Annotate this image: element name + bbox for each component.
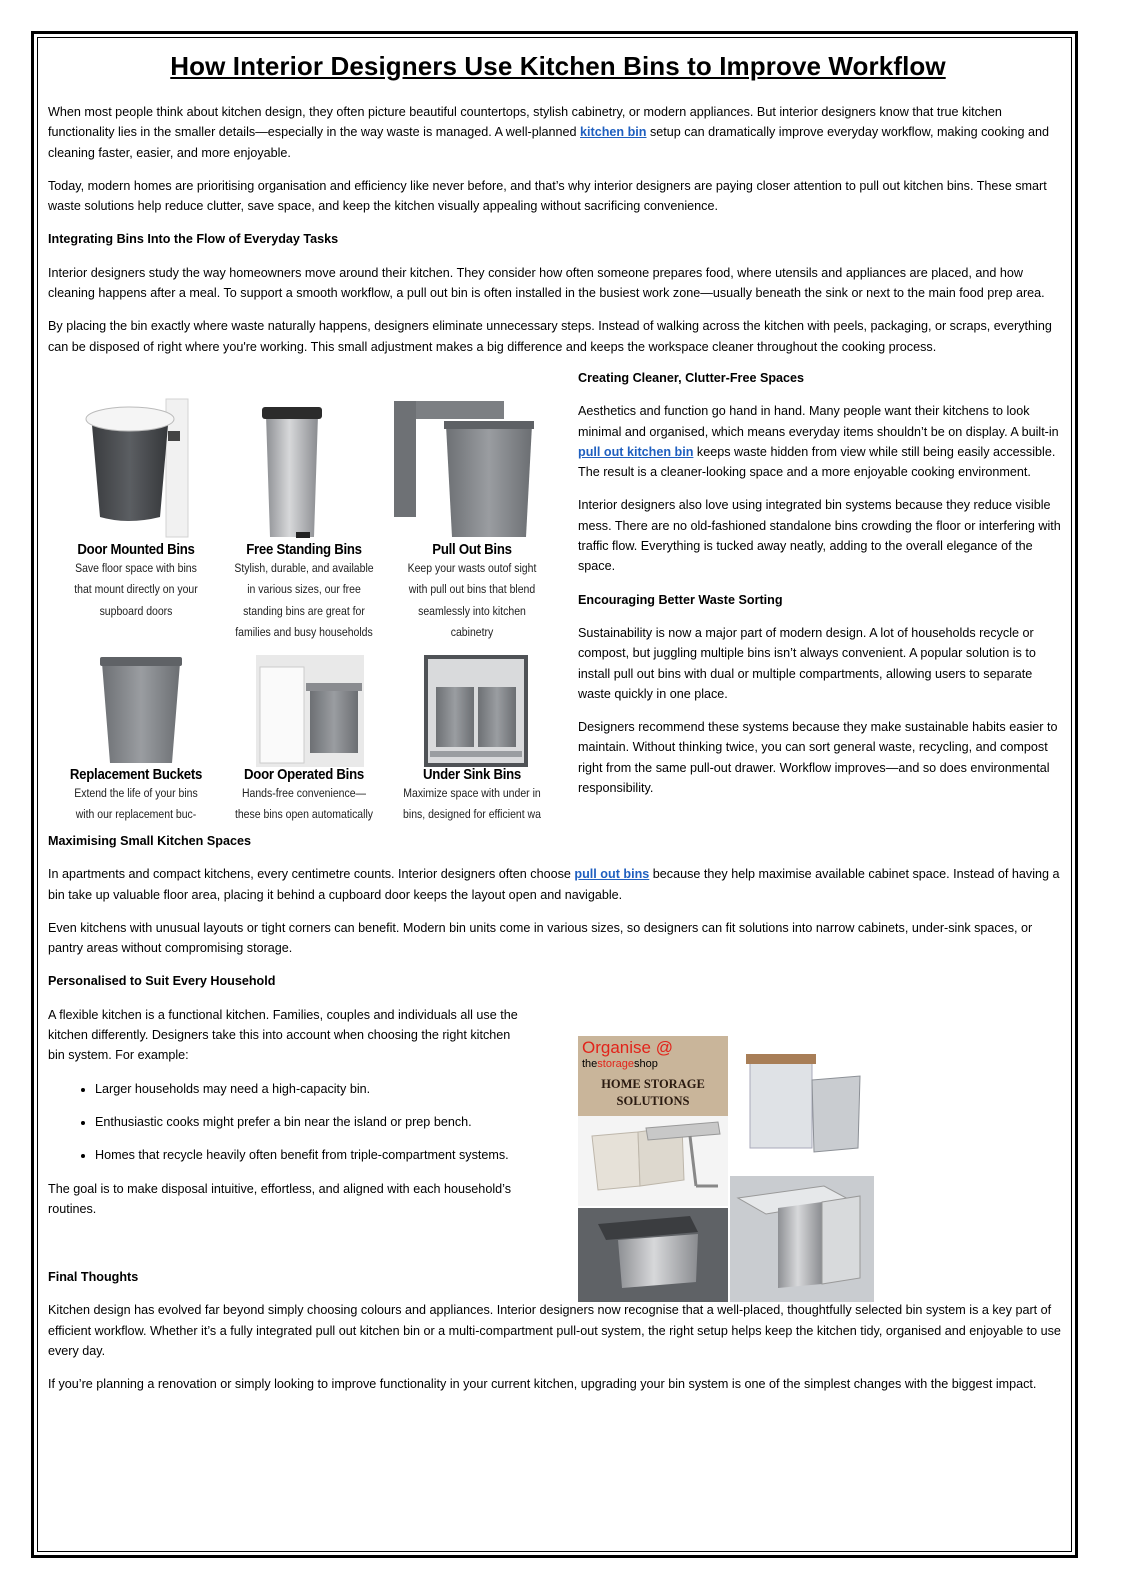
household-examples-list [48, 1079, 528, 1166]
section-heading-clutter-free: Creating Cleaner, Clutter-Free Spaces [578, 370, 805, 385]
tagline-line-1: HOME STORAGE [601, 1077, 705, 1091]
brand-shop: shop [634, 1058, 658, 1070]
pull-out-bin-icon [394, 401, 534, 537]
integrating-paragraph-1: Interior designers study the way homeowners move around their kitchen. They consider how often someone prepares food, where utensils and appliances are placed, and how cleaning happens after a meal. To support a smooth workflow, a pull out bin is often installed in the busiest work zone—usually beneath the sink or next to the main food prep area. [48, 265, 1045, 301]
waste-sorting-paragraph-1: Sustainability is now a major part of modern design. A lot of households recycle or compost, but juggling multiple bins isn’t always convenient. A popular solution is to install pull out bins with dual or multiple compartments, allowing users to separate waste quickly in one place. [578, 625, 1036, 701]
article-title: How Interior Designers Use Kitchen Bins to Improve Workflow [170, 51, 946, 81]
intro-paragraph-2: Today, modern homes are prioritising organisation and efficiency like never before, and that’s why interior designers are paying closer attention to pull out kitchen bins. These smart waste solutions help reduce clutter, save space, and keep the kitchen visually appealing without sacrificing convenience. [48, 178, 1047, 214]
personalised-paragraph-2: The goal is to make disposal intuitive, effortless, and aligned with each household’s routines. [48, 1181, 511, 1216]
personalised-column [48, 1005, 528, 1219]
small-spaces-paragraph-1 [48, 864, 1068, 905]
bin-type-door-mounted [52, 541, 220, 622]
bin-type-free-standing [220, 541, 388, 643]
pull-out-bins-link[interactable]: pull out bins [574, 867, 650, 882]
bin-type-title: Door Operated Bins [244, 765, 364, 783]
clutter-free-paragraph-2: Interior designers also love using integrated bin systems because they reduce visible mess. There are no old-fashioned standalone bins crowding the floor or interfering with traffic flow. Everything is tucked away neatly, adding to the overall elegance of the space. [578, 498, 1061, 574]
clutter-free-paragraph-1 [578, 401, 1066, 482]
list-item: • Homes that recycle heavily often benefit from triple-compartment systems. [95, 1145, 528, 1165]
intro-text: When most people think about kitchen design, they often picture beautiful countertops, stylish cabinetry, or modern appliances. But interior designers know that true kitchen functionality lies in the smaller details—especially in the way waste is managed. A well-planned [48, 105, 1002, 140]
advert-product-photos [578, 1036, 874, 1302]
bin-types-infographic [48, 367, 556, 827]
small-spaces-text: In apartments and compact kitchens, every centimetre counts. Interior designers often choose [48, 867, 575, 882]
list-item: • Enthusiastic cooks might prefer a bin near the island or prep bench. [95, 1112, 528, 1132]
article [48, 46, 1068, 1395]
bin-type-description: Save floor space with bins that mount directly on your supboard doors [74, 560, 198, 618]
personalised-paragraph-1: A flexible kitchen is a functional kitchen. Families, couples and individuals all use the kitchen differently. Designers take this into account when choosing the right kitchen bin system. For example: [48, 1007, 518, 1063]
under-sink-bin-icon [424, 655, 528, 767]
bin-type-title: Free Standing Bins [246, 540, 362, 558]
intro-text-end: setup can dramatically improve everyday workflow, making cooking and cleaning faster, easier, and more enjoyable. [48, 125, 1049, 160]
bin-type-replacement-buckets [52, 766, 220, 826]
bin-type-title: Pull Out Bins [432, 540, 512, 558]
brand-the: the [582, 1058, 598, 1070]
section-heading-final-thoughts: Final Thoughts [48, 1270, 139, 1285]
list-item: • Larger households may need a high-capacity bin. [95, 1079, 528, 1099]
section-heading-personalised: Personalised to Suit Every Household [48, 974, 276, 989]
kitchen-bin-link[interactable]: kitchen bin [580, 125, 647, 140]
bin-type-pull-out [388, 541, 556, 643]
bin-type-title: Under Sink Bins [422, 765, 521, 783]
door-operated-bin-icon [256, 655, 364, 767]
storage-shop-advert-image [578, 1036, 874, 1302]
free-standing-bin-icon [262, 407, 322, 538]
bin-type-description: Stylish, durable, and available in various sizes, our free standing bins are great for families and busy households [234, 560, 374, 639]
right-column [578, 367, 1066, 827]
bin-type-description: Hands-free convenience— these bins open automatically [234, 785, 374, 822]
waste-sorting-paragraph-2: Designers recommend these systems because they make sustainable habits easier to maintain. Without thinking twice, you can sort general waste, recycling, and compost right from the same pull-out drawer. Workflow improves—and so does environmental responsibility. [578, 720, 1058, 796]
tagline-line-2: SOLUTIONS [616, 1094, 690, 1108]
intro-paragraph-1 [48, 102, 1068, 163]
section-heading-integrating: Integrating Bins Into the Flow of Everyday Tasks [48, 232, 339, 247]
bin-type-description: Maximize space with under in bins, designed for efficient wa [403, 785, 541, 822]
bin-type-description: Keep your wasts outof sight with pull out bins that blend seamlessly into kitchen cabinetry [407, 560, 537, 639]
small-spaces-text-end: because they help maximise available cabinet space. Instead of having a bin take up valuable floor area, placing it behind a cupboard door keeps the layout open and navigable. [48, 867, 1060, 902]
door-mounted-bin-icon [86, 399, 188, 537]
final-thoughts-paragraph-1: Kitchen design has evolved far beyond simply choosing colours and appliances. Interior designers now recognise that a well-placed, thoughtfully selected bin system is a key part of efficient workflow. Whether it’s a fully integrated pull out kitchen bin or a multi-compartment pull-out system, the right setup helps keep the kitchen tidy, organised and enjoyable to use every day. [48, 1303, 1061, 1359]
bin-type-door-operated [220, 766, 388, 826]
bin-type-title: Door Mounted Bins [77, 540, 195, 558]
bin-type-under-sink [388, 766, 556, 826]
small-spaces-paragraph-2: Even kitchens with unusual layouts or tight corners can benefit. Modern bin units come in various sizes, so designers can fit solutions into narrow cabinets, under-sink spaces, or pantry areas without compromising storage. [48, 920, 1033, 956]
integrating-paragraph-2: By placing the bin exactly where waste naturally happens, designers eliminate unnecessary steps. Instead of walking across the kitchen with peels, packaging, or scraps, everything can be disposed of right where you're working. This small adjustment makes a big difference and keeps the workspace cleaner throughout the cooking process. [48, 319, 1052, 354]
pull-out-kitchen-bin-link[interactable]: pull out kitchen bin [578, 444, 694, 459]
section-heading-waste-sorting: Encouraging Better Waste Sorting [578, 592, 783, 607]
image-and-text-row [48, 367, 1068, 827]
brand-storage: storage [597, 1058, 634, 1070]
section-heading-small-spaces: Maximising Small Kitchen Spaces [48, 833, 251, 848]
bin-type-title: Replacement Buckets [69, 765, 203, 783]
replacement-bucket-icon [100, 657, 182, 763]
brand-logo: Organise @ [582, 1038, 673, 1057]
bin-type-description: Extend the life of your bins with our replacement buc- [74, 785, 198, 822]
clutter-free-text: Aesthetics and function go hand in hand. Many people want their kitchens to look minimal and organised, which means everyday items shouldn’t be on display. A built-in [578, 404, 1059, 439]
final-thoughts-paragraph-2: If you’re planning a renovation or simply looking to improve functionality in your current kitchen, upgrading your bin system is one of the simplest changes with the biggest impact. [48, 1377, 1037, 1392]
clutter-free-text-end: keeps waste hidden from view while still being easily accessible. The result is a cleaner-looking space and a more enjoyable cooking environment. [578, 444, 1056, 480]
